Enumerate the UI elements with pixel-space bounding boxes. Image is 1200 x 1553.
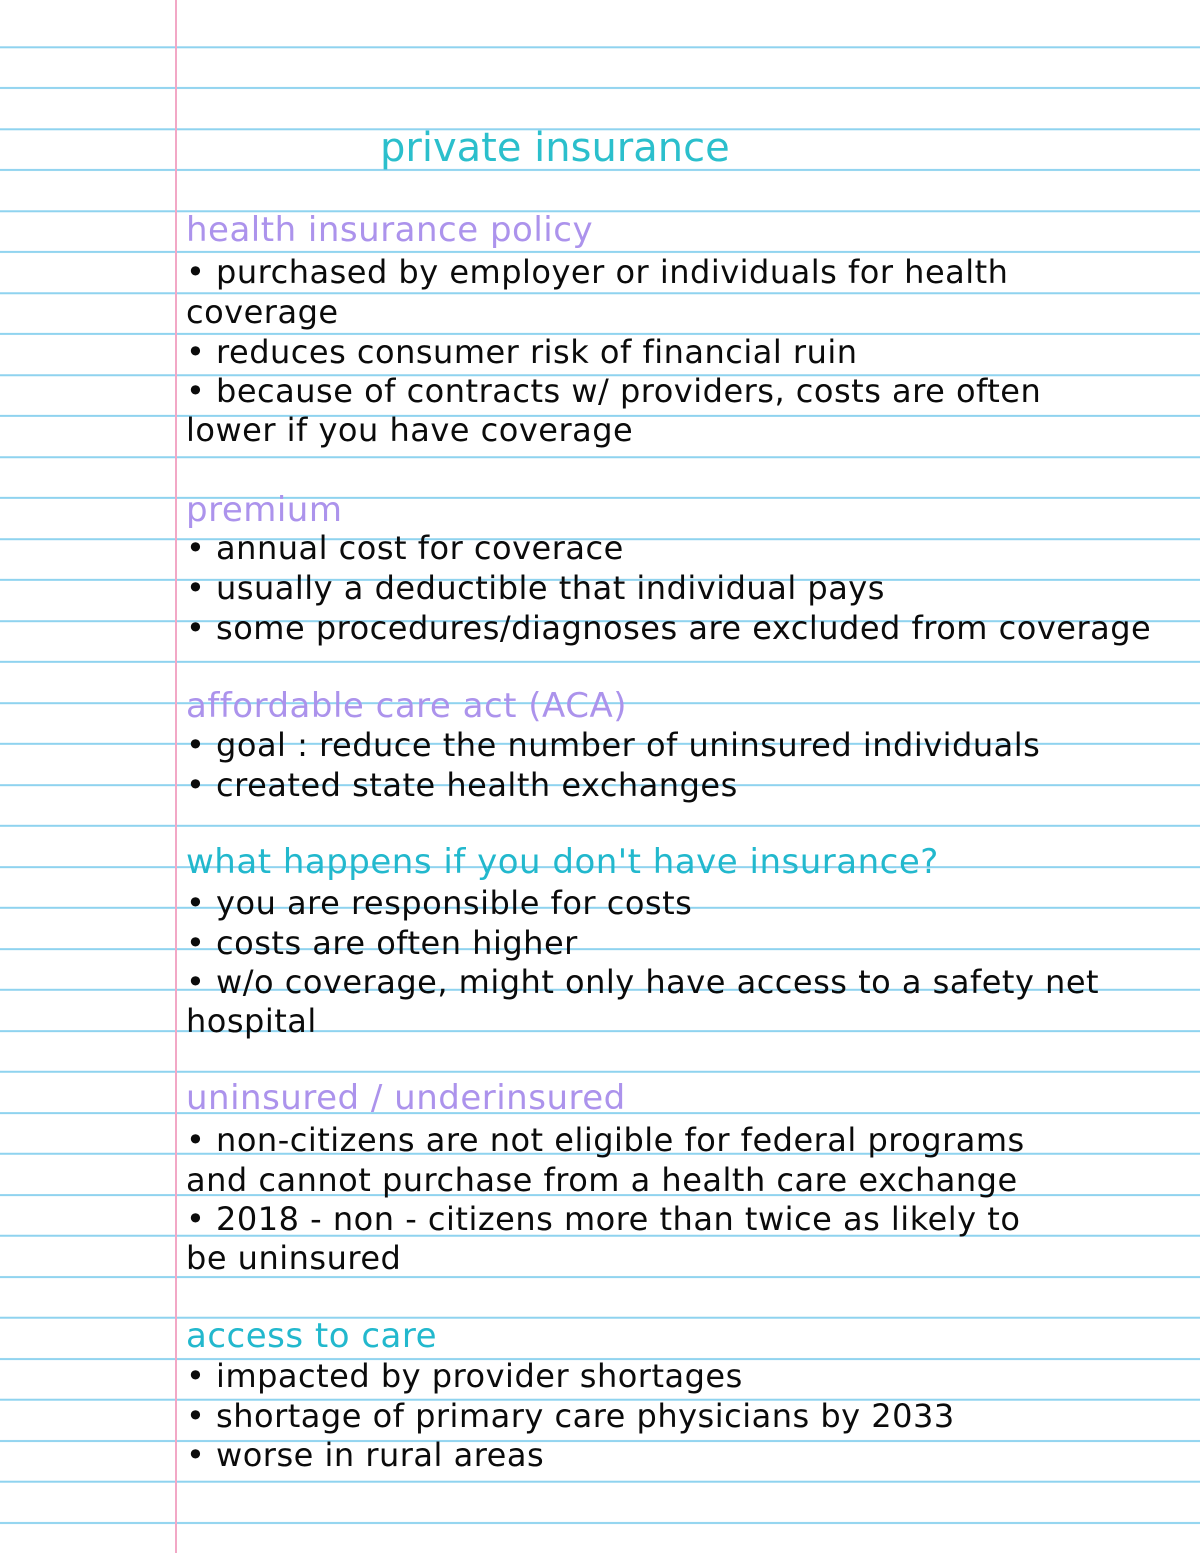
note-line: lower if you have coverage <box>186 411 634 449</box>
note-line: coverage <box>186 293 339 331</box>
note-line: be uninsured <box>186 1239 402 1277</box>
note-line: • because of contracts w/ providers, costs are often <box>186 372 1042 410</box>
note-line: • non-citizens are not eligible for federal programs <box>186 1121 1025 1159</box>
note-line: and cannot purchase from a health care exchange <box>186 1161 1018 1199</box>
note-line: • goal : reduce the number of uninsured individuals <box>186 726 1041 764</box>
section-heading-uninsured: uninsured / underinsured <box>186 1078 626 1118</box>
note-line: • purchased by employer or individuals for health <box>186 253 1009 291</box>
note-line: • shortage of primary care physicians by 2033 <box>186 1397 955 1435</box>
note-line: • 2018 - non - citizens more than twice as likely to <box>186 1200 1021 1238</box>
note-line: • reduces consumer risk of financial ruin <box>186 333 858 371</box>
note-line: • impacted by provider shortages <box>186 1357 743 1395</box>
note-line: • some procedures/diagnoses are excluded from coverage <box>186 609 1152 647</box>
note-line: • w/o coverage, might only have access to a safety net <box>186 963 1100 1001</box>
note-line: • costs are often higher <box>186 924 578 962</box>
margin-line <box>175 0 177 1553</box>
note-line: • created state health exchanges <box>186 766 738 804</box>
note-line: • you are responsible for costs <box>186 884 693 922</box>
note-line: • worse in rural areas <box>186 1436 545 1474</box>
page-title: private insurance <box>380 125 730 171</box>
section-heading-premium: premium <box>186 490 343 530</box>
section-heading-no-insurance: what happens if you don't have insurance? <box>186 842 939 882</box>
note-line: • usually a deductible that individual pays <box>186 569 885 607</box>
section-heading-health-insurance-policy: health insurance policy <box>186 210 594 250</box>
note-line: hospital <box>186 1002 317 1040</box>
section-heading-affordable-care-act: affordable care act (ACA) <box>186 686 627 726</box>
section-heading-access-to-care: access to care <box>186 1316 437 1356</box>
note-line: • annual cost for coverace <box>186 529 624 567</box>
